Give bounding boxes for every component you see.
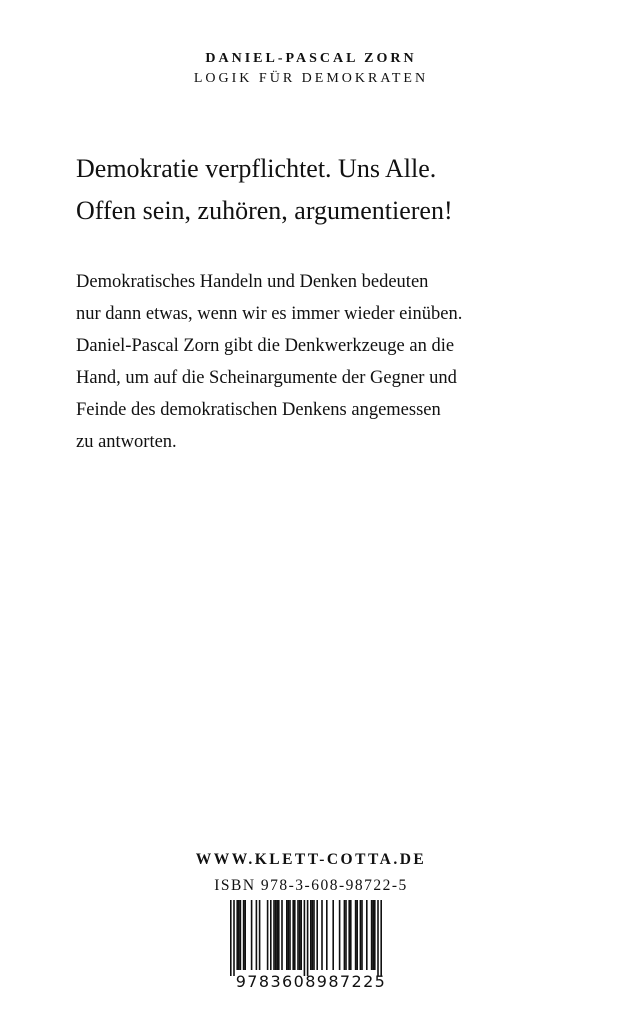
headline-line: Offen sein, zuhören, argumentieren!: [76, 196, 453, 225]
blurb-text: [76, 266, 596, 458]
barcode-bar: [278, 900, 280, 970]
barcode-bar: [289, 900, 291, 970]
barcode-bar: [372, 900, 374, 970]
barcode-bar: [366, 900, 368, 970]
barcode-bar: [307, 900, 309, 976]
barcode-bar: [355, 900, 357, 970]
publisher-website[interactable]: WWW.KLETT-COTTA.DE: [195, 851, 427, 868]
barcode-bar: [316, 900, 318, 970]
barcode-bar: [270, 900, 272, 970]
barcode-bar: [300, 900, 302, 970]
barcode-bar: [233, 900, 235, 976]
blurb-line: zu antworten.: [76, 432, 177, 452]
barcode-bar: [377, 900, 379, 976]
barcode-bar: [275, 900, 277, 970]
barcode-bar: [371, 900, 373, 970]
barcode-bar: [356, 900, 358, 970]
barcode-bar: [243, 900, 245, 970]
barcode-bar: [332, 900, 334, 970]
book-title: LOGIK FÜR DEMOKRATEN: [193, 71, 429, 86]
barcode-bar: [281, 900, 283, 970]
author-name: DANIEL-PASCAL ZORN: [205, 51, 417, 66]
barcode-bar: [276, 900, 278, 970]
blurb-line: Feinde des demokratischen Denkens angemessen: [76, 400, 441, 420]
barcode-bar: [310, 900, 312, 970]
barcode-bar: [380, 900, 382, 976]
barcode-bar: [240, 900, 242, 970]
barcode-digits: 9783608987225: [235, 972, 387, 991]
barcode-bar: [348, 900, 350, 970]
barcode-bar: [238, 900, 240, 970]
barcode-bar: [304, 900, 306, 976]
barcode-bar: [339, 900, 341, 970]
barcode-bar: [350, 900, 352, 970]
blurb-line: Demokratisches Handeln und Denken bedeuten: [76, 272, 429, 292]
blurb-line: Daniel-Pascal Zorn gibt die Denkwerkzeuge an die: [76, 336, 455, 356]
barcode-bar: [344, 900, 346, 970]
barcode-bar: [299, 900, 301, 970]
barcode-bar: [288, 900, 290, 970]
barcode-bar: [256, 900, 258, 970]
barcode-bar: [312, 900, 314, 970]
blurb-line: Hand, um auf die Scheinargumente der Gegner und: [76, 368, 457, 388]
barcode-bar: [321, 900, 323, 970]
headline: [76, 148, 596, 232]
isbn-number: ISBN 978-3-608-98722-5: [214, 877, 408, 894]
barcode-bar: [294, 900, 296, 970]
barcode-bar: [374, 900, 376, 970]
barcode-bar: [251, 900, 253, 970]
barcode-bar: [230, 900, 232, 976]
barcode-bar: [297, 900, 299, 970]
barcode-bar: [273, 900, 275, 970]
barcode-bar: [345, 900, 347, 970]
barcode-bar: [286, 900, 288, 970]
headline-line: Demokratie verpflichtet. Uns Alle.: [76, 154, 437, 183]
barcode-bar: [259, 900, 261, 970]
barcode-bar: [326, 900, 328, 970]
barcode-bar: [244, 900, 246, 970]
blurb-line: nur dann etwas, wenn wir es immer wieder einüben.: [76, 304, 463, 324]
barcode-bar: [361, 900, 363, 970]
barcode-bar: [313, 900, 315, 970]
barcode-bar: [292, 900, 294, 970]
barcode-bar: [267, 900, 269, 970]
barcode-bar: [360, 900, 362, 970]
barcode-bar: [236, 900, 238, 970]
